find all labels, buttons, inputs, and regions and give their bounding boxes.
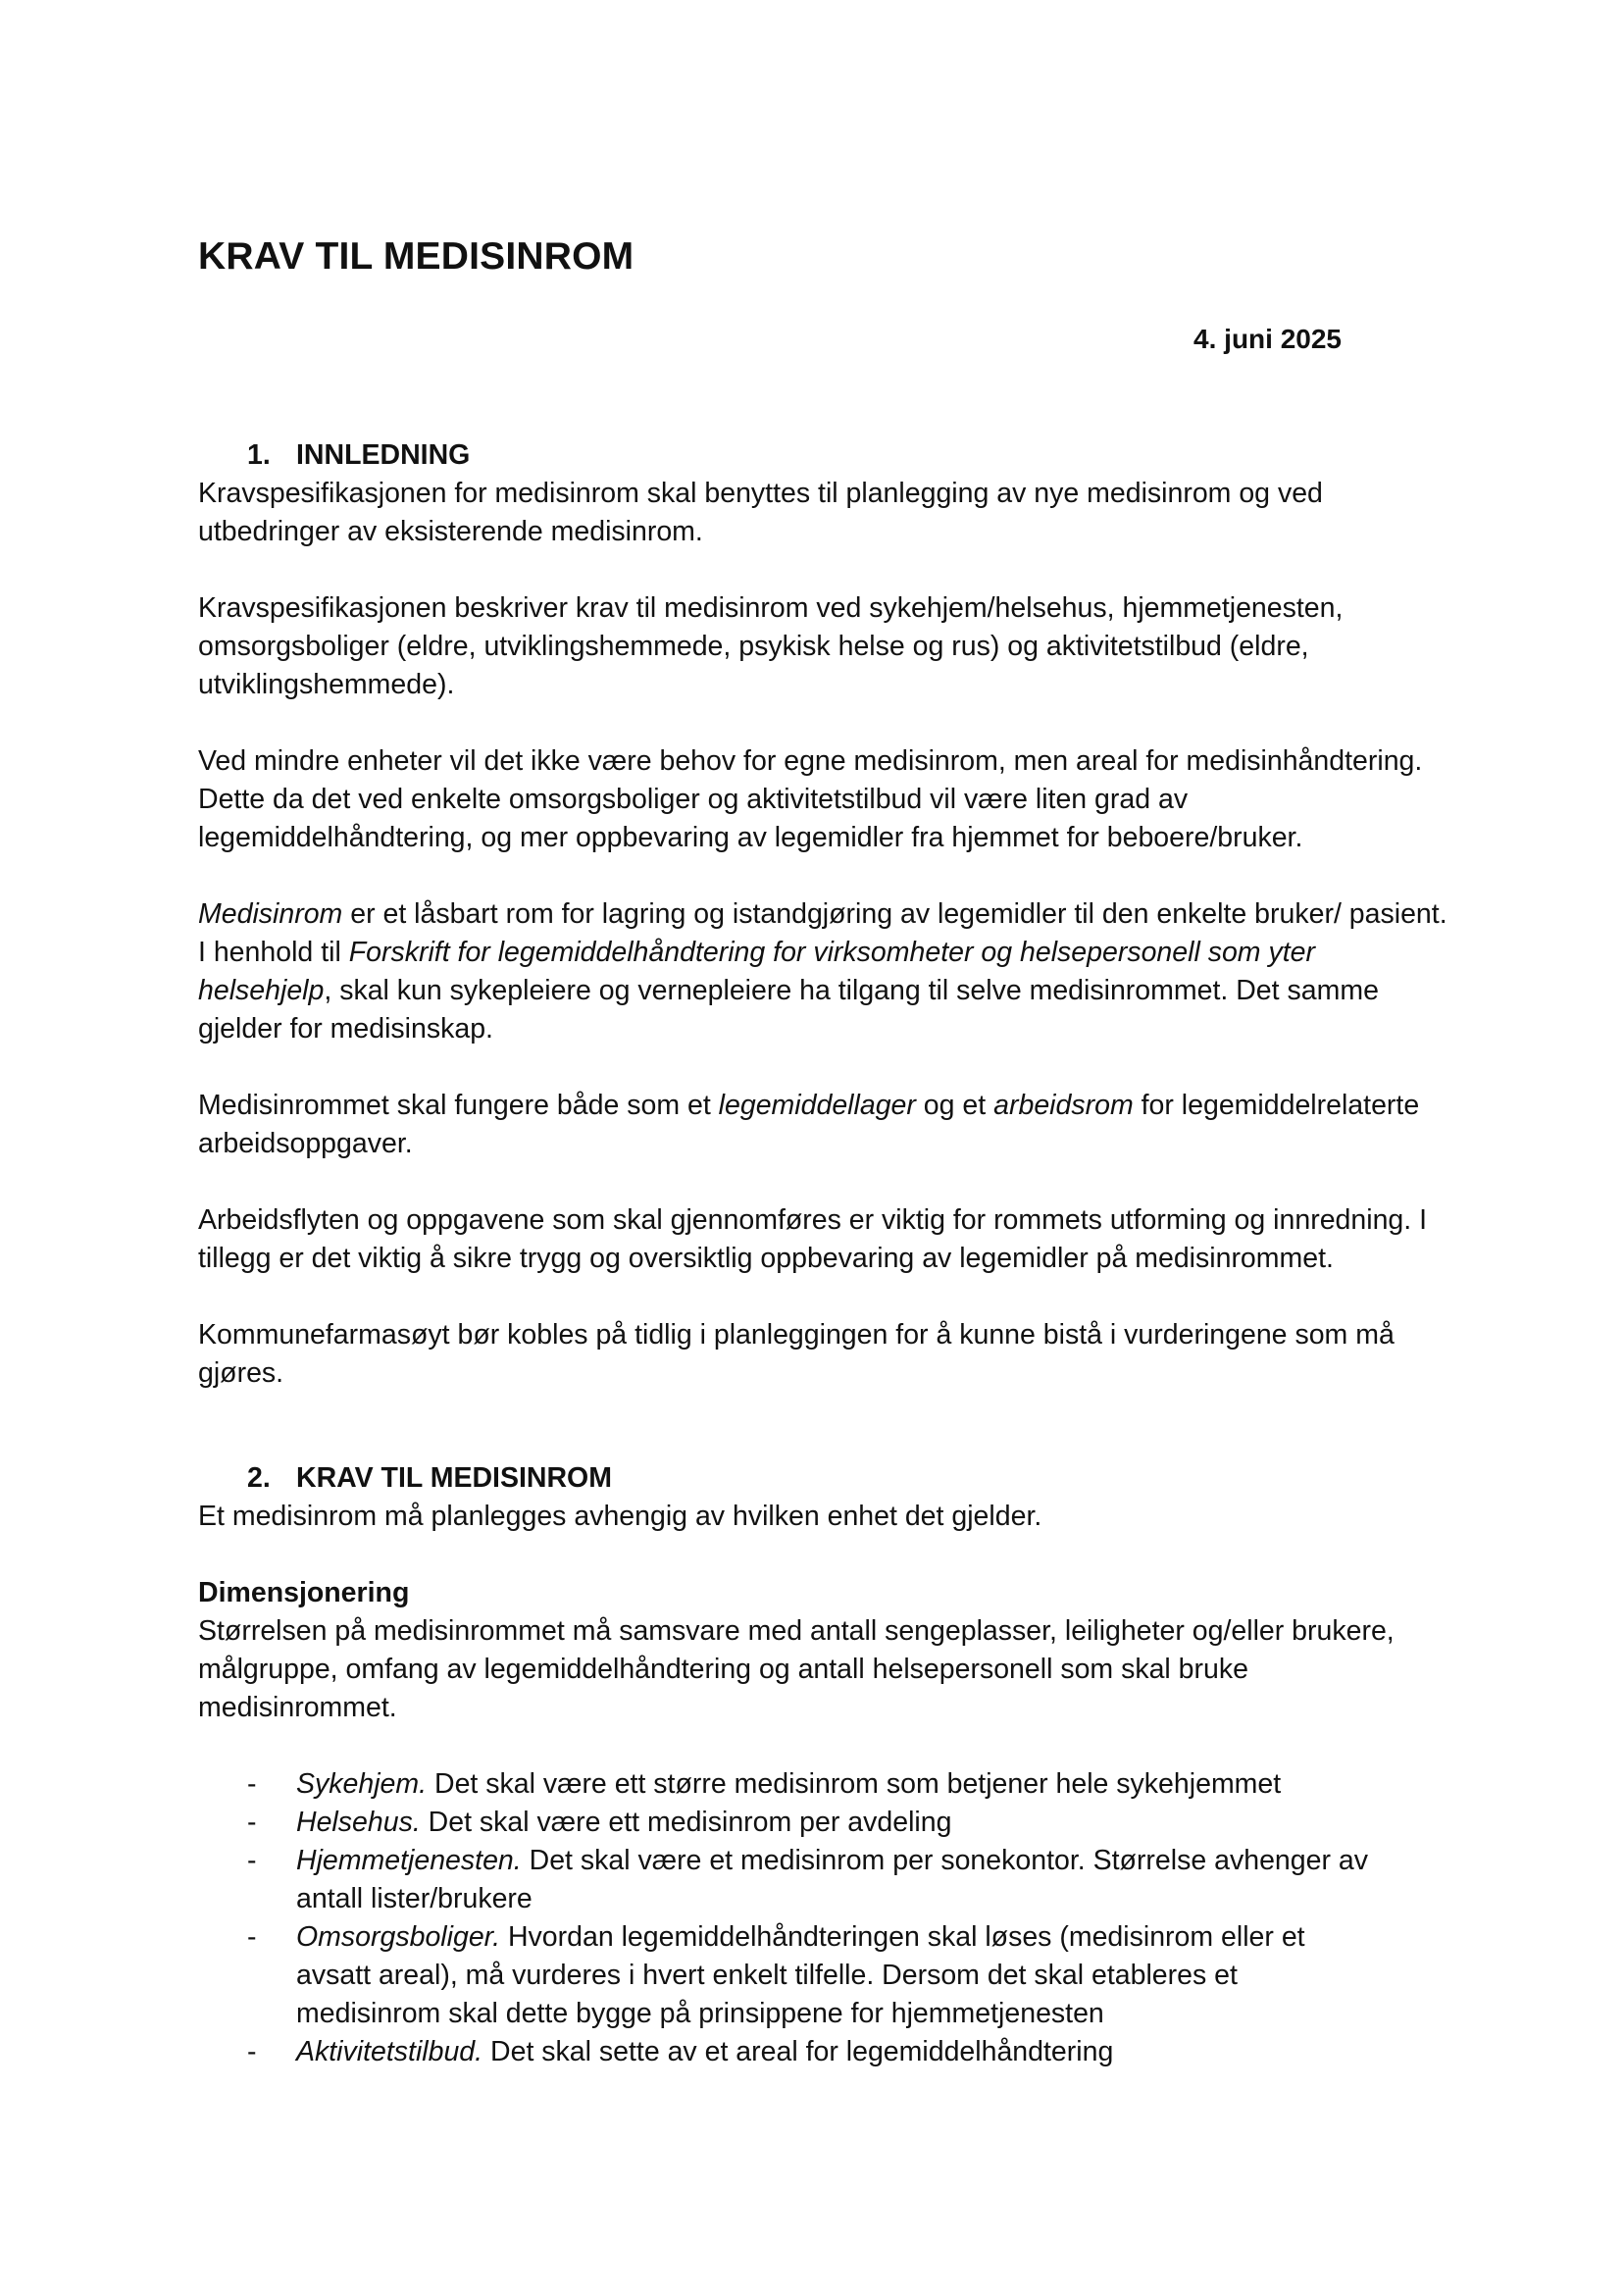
section-requirements [198,1459,1453,2071]
paragraph: Kravspesifikasjonen beskriver krav til medisinrom ved sykehjem/helsehus, hjemmetjenesten, omsorgsboliger (eldre, utviklingshemmede, psykisk helse og rus) og aktivitetstilbud (eldre, utviklingshemmede). [198,592,1344,700]
unit-type-list [198,1765,1453,2071]
paragraph: Ved mindre enheter vil det ikke være behov for egne medisinrom, men areal for medisinhåndtering. Dette da det ved enkelte omsorgsboliger og aktivitetstilbud vil være liten grad av legemiddelhåndtering, og mer oppbevaring av legemidler fra hjemmet for beboere/bruker. [198,745,1423,853]
paragraph: Arbeidsflyten og oppgavene som skal gjennomføres er viktig for rommets utforming og innredning. I tillegg er det viktig å sikre trygg og oversiktlig oppbevaring av legemidler på medisinrommet. [198,1204,1428,1274]
list-dash: - [247,1807,257,1838]
document-title: KRAV TIL MEDISINROM [198,235,634,278]
section-number: 1. [247,439,271,471]
paragraph-room-function [198,1087,1453,1163]
paragraph-intro: Et medisinrom må planlegges avhengig av hvilken enhet det gjelder. [198,1501,1042,1532]
list-item-term: Helsehus. [296,1807,421,1838]
list-dash: - [247,1768,257,1800]
list-item-term: Omsorgsboliger. [296,1921,501,1953]
list-item [198,1765,1375,1804]
document-date: 4. juni 2025 [1193,324,1342,354]
paragraph-medisinrom-definition [198,895,1453,1048]
paragraph-dimensioning: Størrelsen på medisinrommet må samsvare med antall sengeplasser, leiligheter og/eller brukere, målgruppe, omfang av legemiddelhåndtering og antall helsepersonell som skal bruke medisinrommet. [198,1615,1395,1723]
term-arbeidsrom: arbeidsrom [993,1090,1134,1121]
list-item [198,1918,1375,2033]
term-medisinrom: Medisinrom [198,898,343,930]
section-title: KRAV TIL MEDISINROM [296,1462,612,1494]
list-item-term: Sykehjem. [296,1768,428,1800]
paragraph-text: er et låsbart rom for lagring og istandgjøring av legemidler til den enkelte bruker/ pasient. I henhold til [198,898,1447,968]
list-item-term: Hjemmetjenesten. [296,1845,522,1876]
list-dash: - [247,1921,257,1953]
list-item [198,1842,1375,1918]
list-item-text: Hvordan legemiddelhåndteringen skal løses (medisinrom eller et avsatt areal), må vurderes i hvert enkelt tilfelle. Dersom det skal etableres et medisinrom skal dette bygge på prinsippene for hjemmetjenesten [296,1921,1305,2029]
paragraph-text: Medisinrommet skal fungere både som et [198,1090,719,1121]
list-item [198,2033,1375,2071]
paragraph-text: for legemiddelrelaterte arbeidsoppgaver. [198,1090,1420,1159]
paragraph: Kravspesifikasjonen for medisinrom skal benyttes til planlegging av nye medisinrom og ved utbedringer av eksisterende medisinrom. [198,478,1323,547]
section-title: INNLEDNING [296,439,471,471]
list-dash: - [247,1845,257,1876]
list-item-text: Det skal være ett medisinrom per avdeling [420,1807,952,1838]
subheading-dimensjonering: Dimensjonering [198,1577,410,1608]
list-item [198,1804,1375,1842]
paragraph: Kommunefarmasøyt bør kobles på tidlig i planleggingen for å kunne bistå i vurderingene som må gjøres. [198,1319,1395,1389]
term-legemiddellager: legemiddellager [718,1090,916,1121]
paragraph-text: og et [915,1090,994,1121]
section-introduction [198,436,1453,1393]
list-item-text: Det skal være ett større medisinrom som betjener hele sykehjemmet [427,1768,1282,1800]
section-heading-introduction [198,436,1453,475]
section-number: 2. [247,1462,271,1494]
list-item-text: Det skal være et medisinrom per sonekontor. Størrelse avhenger av antall lister/brukere [296,1845,1368,1914]
regulation-title: Forskrift for legemiddelhåndtering for virksomheter og helsepersonell som yter helsehjelp [198,937,1315,1006]
paragraph-text: , skal kun sykepleiere og vernepleiere ha tilgang til selve medisinrommet. Det samme gjelder for medisinskap. [198,975,1379,1045]
list-item-term: Aktivitetstilbud. [296,2036,483,2067]
list-item-text: Det skal sette av et areal for legemiddelhåndtering [482,2036,1114,2067]
list-dash: - [247,2036,257,2067]
section-heading-requirements [198,1459,1453,1498]
